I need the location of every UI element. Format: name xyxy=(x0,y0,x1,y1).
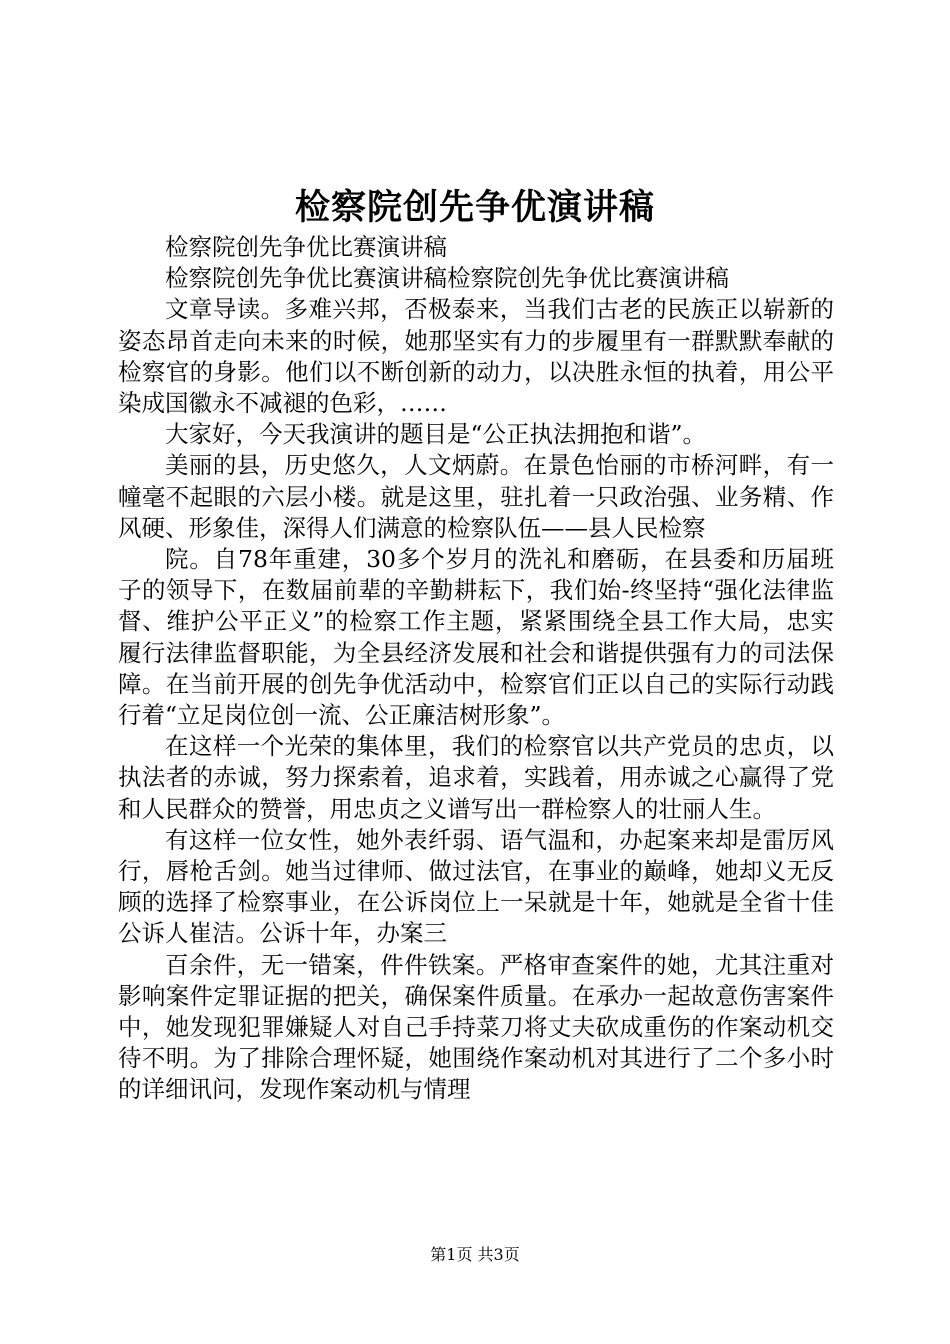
paragraph: 在这样一个光荣的集体里，我们的检察官以共产党员的忠贞，以执法者的赤诚，努力探索着，追求着，实践着，用赤诚之心赢得了党和人民群众的赞誉，用忠贞之义谱写出一群检察人的壮丽人生。 xyxy=(118,732,834,823)
paragraph: 检察院创先争优比赛演讲稿 xyxy=(165,233,447,261)
document-title: 检察院创先争优演讲稿 xyxy=(294,187,655,228)
paragraph: 美丽的县，历史悠久，人文炳蔚。在景色怡丽的市桥河畔，有一幢毫不起眼的六层小楼。就是这里，驻扎着一只政治强、业务精、作风硬、形象佳，深得人们满意的检察队伍——县人民检察 xyxy=(118,451,834,542)
paragraph: 大家好，今天我演讲的题目是“公正执法拥抱和谐”。 xyxy=(165,420,707,449)
paragraph: 院。自78年重建，30多个岁月的洗礼和磨砺，在县委和历届班子的领导下，在数届前辈的辛勤耕耘下，我们始-终坚持“强化法律监督、维护公平正义”的检察工作主题，紧紧围绕全县工作大局，忠实履行法律监督职能，为全县经济发展和社会和谐提供强有力的司法保障。在当前开展的创先争优活动中，检察官们正以自己的实际行动践行着“立足岗位创一流、公正廉洁树形象”。 xyxy=(118,545,834,730)
page-footer: 第1页 共3页 xyxy=(430,1245,520,1264)
paragraph: 文章导读。多难兴邦，否极泰来，当我们古老的民族正以崭新的姿态昂首走向未来的时候，她那坚实有力的步履里有一群默默奉献的检察官的身影。他们以不断创新的动力，以决胜永恒的执着，用公平染成国徽永不减褪的色彩，…… xyxy=(118,295,834,418)
paragraph: 检察院创先争优比赛演讲稿检察院创先争优比赛演讲稿 xyxy=(165,264,729,293)
paragraph: 百余件，无一错案，件件铁案。严格审查案件的她，尤其注重对影响案件定罪证据的把关，确保案件质量。在承办一起故意伤害案件中，她发现犯罪嫌疑人对自己手持菜刀将丈夫砍成重伤的作案动机交待不明。为了排除合理怀疑，她围绕作案动机对其进行了二个多小时的详细讯问，发现作案动机与情理 xyxy=(118,950,834,1104)
paragraph: 有这样一位女性，她外表纤弱、语气温和，办起案来却是雷厉风行，唇枪舌剑。她当过律师、做过法官，在事业的巅峰，她却义无反顾的选择了检察事业，在公诉岗位上一呆就是十年，她就是全省十佳公诉人崔洁。公诉十年，办案三 xyxy=(118,825,834,948)
document-body xyxy=(118,232,834,1106)
